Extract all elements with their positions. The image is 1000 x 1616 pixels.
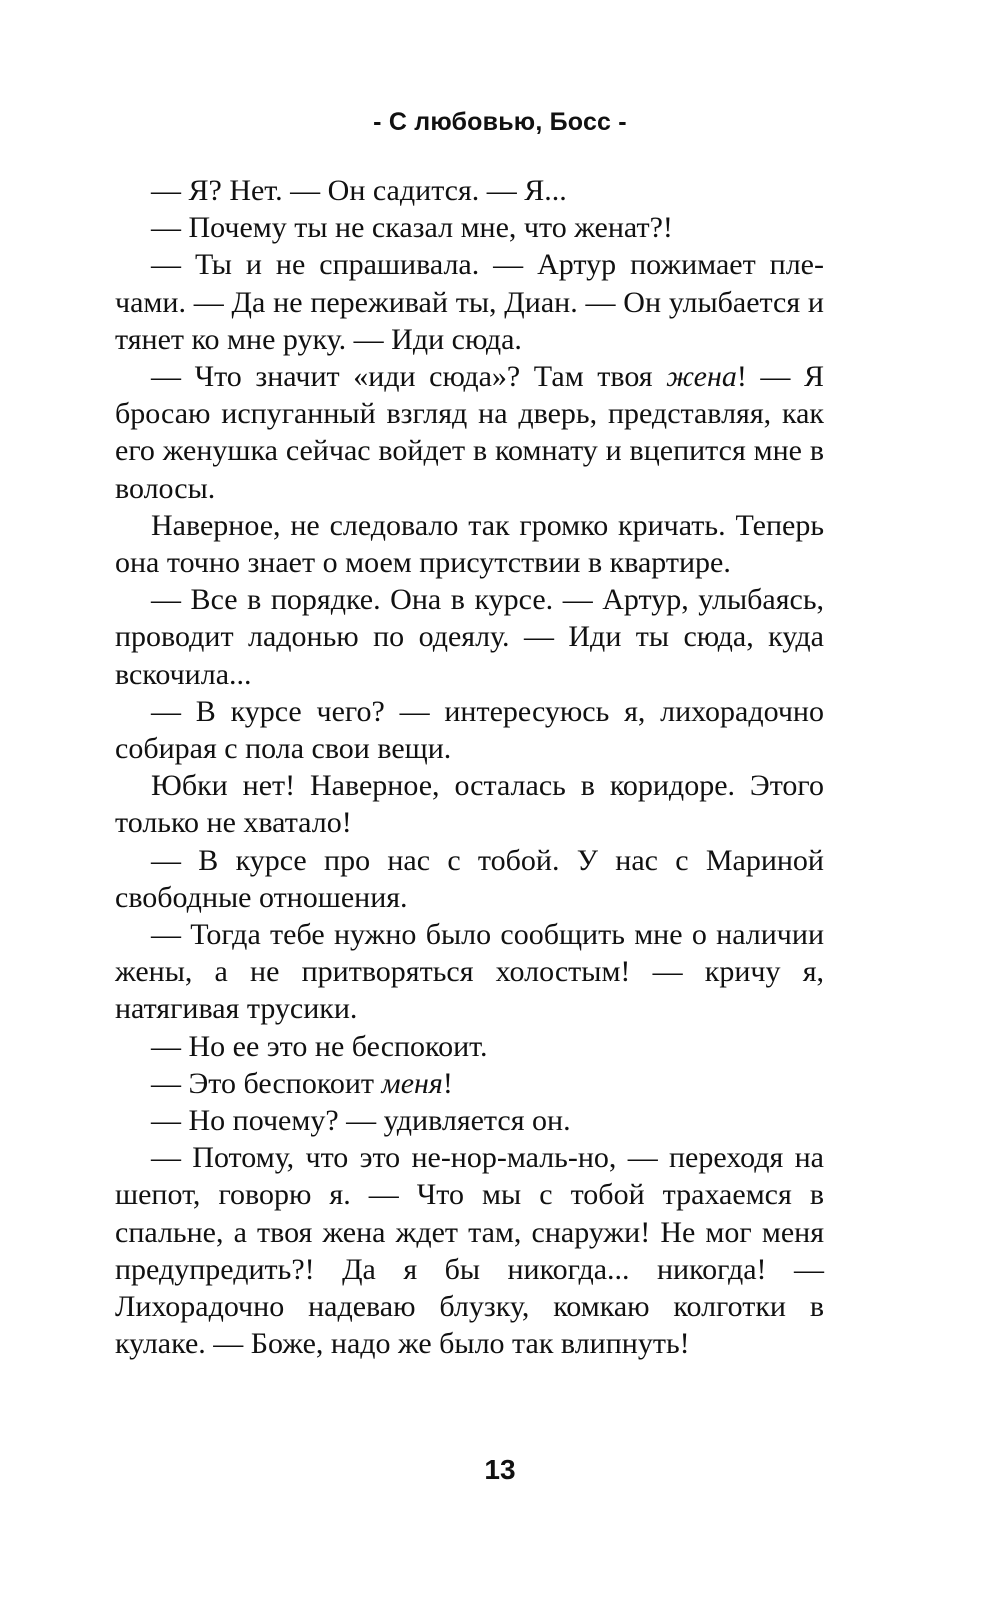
text-run: — Что значит «иди сюда»? Там твоя bbox=[151, 360, 667, 394]
paragraph bbox=[115, 842, 824, 916]
text-run: — Я? Нет. — Он садится. — Я... bbox=[151, 174, 567, 207]
text-run: — Но почему? — удивляется он. bbox=[151, 1104, 571, 1138]
paragraph bbox=[115, 507, 824, 581]
paragraph bbox=[115, 1028, 824, 1065]
text-run: — Тогда тебе нужно было сообщить мне о наличии жены, а не притворяться холостым! — кричу я, натягивая трусики. bbox=[115, 918, 824, 1026]
paragraph bbox=[115, 916, 824, 1028]
text-run: — Все в порядке. Она в курсе. — Артур, улыбаясь, проводит ладонью по одеялу. — Иди ты сюда, куда вскочила... bbox=[115, 583, 824, 691]
paragraph bbox=[115, 767, 824, 841]
page-number: 13 bbox=[484, 1454, 516, 1485]
paragraph bbox=[115, 1102, 824, 1139]
paragraph bbox=[115, 1065, 824, 1102]
text-run: — В курсе чего? — интересуюсь я, лихорадочно собирая с пола свои вещи. bbox=[115, 694, 824, 766]
text-run: — В курсе про нас с тобой. У нас с Мариной свободные отношения. bbox=[115, 843, 824, 914]
text-run: Юбки нет! Наверное, осталась в коридоре. Этого только не хватало! bbox=[115, 769, 824, 840]
paragraph bbox=[115, 693, 824, 767]
running-head: - С любовью, Босс - bbox=[373, 108, 627, 136]
italic-text: жена bbox=[666, 360, 737, 394]
paragraph bbox=[115, 581, 824, 693]
text-run: Наверное, не следовало так громко кричать. Теперь она точно знает о моем присутствии в квартире. bbox=[115, 508, 824, 580]
text-run: — Ты и не спрашивала. — Артур пожимает плечами. — Да не переживай ты, Диан. — Он улыбается и тянет ко мне руку. — Иди сюда. bbox=[115, 248, 824, 356]
italic-text: меня bbox=[381, 1066, 443, 1100]
body-text bbox=[115, 172, 824, 1363]
text-run: — Почему ты не сказал мне, что женат?! bbox=[151, 211, 673, 245]
text-run: ! bbox=[442, 1066, 453, 1100]
text-run: — Но ее это не беспокоит. bbox=[151, 1029, 488, 1063]
text-run: — Потому, что это не-нор-маль-но, — переходя на шепот, говорю я. — Что мы с тобой трахаемся в спальне, а твоя жена ждет там, снаружи! Не мог меня предупредить?! Да я бы никогда... никогда! — Лихорадочно надеваю блузку, комкаю колготки в кулаке. — Боже, надо же было так влипнуть! bbox=[115, 1141, 824, 1361]
paragraph bbox=[115, 209, 824, 246]
paragraph bbox=[115, 1139, 824, 1362]
text-run: ! — Я бросаю испуганный взгляд на дверь, представляя, как его женушка сейчас войдет в комнату и вцепится мне в волосы. bbox=[115, 360, 825, 505]
paragraph bbox=[115, 358, 824, 507]
paragraph bbox=[115, 246, 824, 358]
paragraph bbox=[115, 172, 824, 209]
text-run: — Это беспокоит bbox=[151, 1066, 382, 1100]
